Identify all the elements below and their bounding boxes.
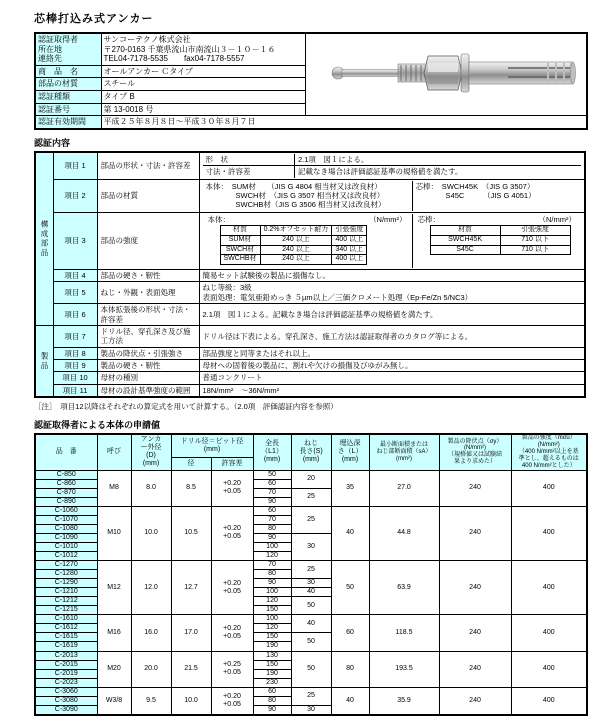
cell-part-number: C-890	[35, 497, 97, 506]
spec-row	[35, 615, 587, 624]
cert-row-4	[35, 270, 585, 282]
item-desc: 部品の形状・寸法・許容差	[97, 152, 199, 179]
item-content	[199, 212, 585, 269]
item-content: 18N/mm² ～36N/mm²	[199, 384, 585, 397]
item-content	[199, 152, 585, 179]
cell-size: M12	[97, 561, 131, 615]
header-code: 品 番	[35, 434, 97, 470]
cell-outer-diameter: 10.0	[131, 506, 171, 560]
cell-thread-length: 20	[291, 470, 331, 488]
cell-total-length: 100	[253, 542, 291, 551]
cell-total-length: 190	[253, 642, 291, 651]
item-label: 項目 8	[53, 347, 97, 359]
certification-contents-table	[34, 151, 586, 398]
item-desc: 製品の降伏点・引張強さ	[97, 347, 199, 359]
cell-total-length: 120	[253, 597, 291, 606]
header-outer-diameter: アンカ ー外径 (D) (mm)	[131, 434, 171, 470]
cell-total-length: 90	[253, 497, 291, 506]
cell-thread-length: 50	[291, 651, 331, 687]
cell-outer-diameter: 12.0	[131, 561, 171, 615]
info-label: 認証有効期間	[35, 116, 101, 129]
shape-label: 形 状	[203, 154, 295, 166]
cell-drill-tolerance: +0.25 +0.05	[211, 651, 253, 687]
item-label: 項目 7	[53, 325, 97, 347]
cell-drill-tolerance: +0.20 +0.05	[211, 687, 253, 715]
header-thread-length: ねじ 長さ(S) (mm)	[291, 434, 331, 470]
cert-section-heading: 認証内容	[34, 137, 71, 148]
cell-min-area: 27.0	[369, 470, 439, 506]
cell-total-length: 150	[253, 606, 291, 615]
cell-drill-diameter: 21.5	[171, 651, 211, 687]
col-header: 引張強度	[500, 226, 570, 236]
item-label: 項目 4	[53, 270, 97, 282]
cell-thread-length: 30	[291, 533, 331, 560]
item-desc: 部品の強度	[97, 212, 199, 269]
info-top-labels: 認証取得者 所在地 連絡先	[35, 33, 101, 65]
cell-strength: 400	[511, 470, 587, 506]
cert-row-8	[35, 347, 585, 359]
item-content: 簡易セット試験後の製品に損傷なし。	[199, 270, 585, 282]
cell-part-number: C-1070	[35, 515, 97, 524]
cell-part-number: C-1610	[35, 615, 97, 624]
cell-size: W3/8	[97, 687, 131, 715]
item-content: 普通コンクリート	[199, 372, 585, 384]
header-drill-diameter: 径	[171, 458, 211, 470]
spec-table-body	[35, 470, 587, 715]
cell-thread-length: 25	[291, 488, 331, 506]
body-strength-unit: （N/mm²）	[369, 214, 407, 224]
info-top-values: サンコーテクノ株式会社 〒270-0163 千葉県流山市南流山３－１０－１６ TEL04-7178-5535 fax04-7178-5557	[101, 33, 305, 65]
cell-part-number: C-1615	[35, 633, 97, 642]
item-label: 項目 2	[53, 179, 97, 212]
cell-thread-length: 50	[291, 633, 331, 651]
anchor-product-photo	[312, 43, 580, 103]
cert-row-5	[35, 282, 585, 304]
cert-row-11	[35, 384, 585, 397]
cell-part-number: C-1280	[35, 570, 97, 579]
item-label: 項目 11	[53, 384, 97, 397]
cell-drill-diameter: 12.7	[171, 561, 211, 615]
cell-total-length: 190	[253, 669, 291, 678]
cell: 340 以上	[332, 245, 367, 255]
header-yield-point: 製品の降伏点（σy） (N/mm²) （規格値又は試験結 果より求めた）	[439, 434, 511, 470]
item-label: 項目 1	[53, 152, 97, 179]
item-label: 項目 9	[53, 360, 97, 372]
cell-outer-diameter: 16.0	[131, 615, 171, 651]
cell-part-number: C-2013	[35, 651, 97, 660]
cert-row-6	[35, 304, 585, 326]
cell-yield-point: 240	[439, 506, 511, 560]
info-label: 部品の材質	[35, 78, 101, 91]
cell-total-length: 90	[253, 705, 291, 715]
page-title: 芯棒打込み式アンカー	[34, 13, 154, 25]
pin-strength-unit: （N/mm²）	[538, 214, 576, 224]
cell-part-number: C-2023	[35, 678, 97, 687]
body-strength-label: 本体：	[207, 214, 230, 224]
body-material-list: 本体： SUM材 （JIS G 4804 相当材又は改良材） SWCH材 （JIS G 3507 相当材又は改良材） SWCHB材（JIS G 3506 相当材又は改良材）	[205, 181, 386, 210]
info-value: スチール	[101, 78, 305, 91]
cell-thread-length: 25	[291, 687, 331, 705]
cell: SWCHB材	[220, 255, 260, 265]
cell-total-length: 70	[253, 515, 291, 524]
cell-strength: 400	[511, 651, 587, 687]
tolerance-value: 記載なき場合は評価認証基準の規格値を満たす。	[295, 166, 582, 178]
applied-values-table	[34, 433, 588, 716]
cell-total-length: 120	[253, 624, 291, 633]
cert-row-2	[35, 179, 585, 212]
cert-row-3	[35, 212, 585, 269]
item-desc: 本体拡張後の形状・寸法・許容差	[97, 304, 199, 326]
pin-strength-label: 芯棒：	[417, 214, 441, 224]
shape-dimension-grid	[203, 154, 582, 178]
cell-total-length: 60	[253, 479, 291, 488]
cell-part-number: C-1080	[35, 524, 97, 533]
pin-strength-block	[412, 214, 581, 268]
cell-embed-depth: 80	[331, 651, 369, 687]
header-min-area: 最小断面積または ねじ部断面積（sA） (mm²)	[369, 434, 439, 470]
cell-total-length: 70	[253, 488, 291, 497]
item-desc: 母材の設計基準強度の範囲	[97, 384, 199, 397]
col-header: 引張強度	[332, 226, 367, 236]
cell-strength: 400	[511, 687, 587, 715]
item-content: ねじ等級：3級 表面処理：電気亜鉛めっき ５µm以上／三価クロメート処理（Ep-Fe/Zn 5/NC3）	[199, 282, 585, 304]
cell-total-length: 150	[253, 660, 291, 669]
cell-part-number: C-860	[35, 479, 97, 488]
cell: 710 以下	[500, 235, 570, 245]
cell-size: M20	[97, 651, 131, 687]
item-desc: 母材の種別	[97, 372, 199, 384]
header-strength: 製品の強度（mσu） (N/mm²) （400 N/mm²以上を基 準とし、超えるものは 400 N/mm²とした）	[511, 434, 587, 470]
cell-embed-depth: 50	[331, 561, 369, 615]
col-header: 0.2%オフセット耐力	[260, 226, 332, 236]
cell: 240 以上	[260, 235, 332, 245]
cell-drill-diameter: 10.5	[171, 506, 211, 560]
item-content: 部品強度と同等またはそれ以上。	[199, 347, 585, 359]
info-label: 認証種類	[35, 90, 101, 103]
cell-part-number: C-1215	[35, 606, 97, 615]
cert-row-7	[35, 325, 585, 347]
col-header: 材質	[220, 226, 260, 236]
cell-yield-point: 240	[439, 615, 511, 651]
cell-total-length: 90	[253, 579, 291, 588]
cell-size: M10	[97, 506, 131, 560]
cell-drill-diameter: 17.0	[171, 615, 211, 651]
item-desc: ドリル径、穿孔深さ及び施工方法	[97, 325, 199, 347]
cell-part-number: C-3090	[35, 705, 97, 715]
spine-product: 製品	[35, 325, 53, 397]
item-desc: ねじ・外観・表面処理	[97, 282, 199, 304]
item-content: ドリル径は下表による。穿孔深さ、施工方法は認証取得者のカタログ等による。	[199, 325, 585, 347]
pin-strength-table	[430, 225, 571, 255]
cell-part-number: C-3080	[35, 696, 97, 705]
cert-row-1	[35, 152, 585, 179]
cell-size: M16	[97, 615, 131, 651]
cell-total-length: 120	[253, 552, 291, 561]
item-label: 項目 10	[53, 372, 97, 384]
info-value: 第 13-0018 号	[101, 103, 305, 116]
cell-thread-length: 40	[291, 588, 331, 597]
cell-part-number: C-1270	[35, 561, 97, 570]
product-photo-cell	[305, 33, 587, 116]
item-desc: 部品の材質	[97, 179, 199, 212]
spec-row	[35, 651, 587, 660]
item-desc: 部品の硬さ・靭性	[97, 270, 199, 282]
spec-row	[35, 506, 587, 515]
cell-part-number: C-2019	[35, 669, 97, 678]
cell-thread-length: 25	[291, 561, 331, 579]
cell-part-number: C-1012	[35, 552, 97, 561]
cell-total-length: 60	[253, 506, 291, 515]
info-label: 商 品 名	[35, 65, 101, 78]
cell-min-area: 63.9	[369, 561, 439, 615]
cell-embed-depth: 40	[331, 687, 369, 715]
cell-yield-point: 240	[439, 561, 511, 615]
cell-part-number: C-1290	[35, 579, 97, 588]
cell-part-number: C-2015	[35, 660, 97, 669]
cell-total-length: 80	[253, 696, 291, 705]
cell-yield-point: 240	[439, 651, 511, 687]
col-header: 材質	[430, 226, 500, 236]
cell-embed-depth: 60	[331, 615, 369, 651]
cell-part-number: C-1612	[35, 624, 97, 633]
cell-total-length: 90	[253, 533, 291, 542]
cell-min-area: 35.9	[369, 687, 439, 715]
cell-drill-tolerance: +0.20 +0.05	[211, 615, 253, 651]
cell-embed-depth: 35	[331, 470, 369, 506]
header-length: 全長 （L1） (mm)	[253, 434, 291, 470]
spec-row	[35, 561, 587, 570]
info-value: 平成２５年８月８日～平成３０年８月７日	[101, 116, 587, 129]
header-size: 呼び	[97, 434, 131, 470]
item-desc: 製品の硬さ・靭性	[97, 360, 199, 372]
cell-drill-diameter: 8.5	[171, 470, 211, 506]
cell-drill-diameter: 10.0	[171, 687, 211, 715]
header-embed-depth: 埋込深 さ（L） (mm)	[331, 434, 369, 470]
body-strength-block	[203, 214, 412, 268]
info-label: 認証番号	[35, 103, 101, 116]
item-label: 項目 3	[53, 212, 97, 269]
cell-yield-point: 240	[439, 687, 511, 715]
cell-part-number: C-1212	[35, 597, 97, 606]
cell: 240 以上	[260, 255, 332, 265]
cell-min-area: 44.8	[369, 506, 439, 560]
cell-embed-depth: 40	[331, 506, 369, 560]
cell-min-area: 193.5	[369, 651, 439, 687]
cell-part-number: C-1090	[35, 533, 97, 542]
shape-value: 2.1項 図１による。	[295, 154, 582, 166]
cell-total-length: 70	[253, 561, 291, 570]
cell-total-length: 150	[253, 633, 291, 642]
header-drill-group: ドリル径＝ビット径 (mm)	[171, 434, 253, 458]
item-label: 項目 6	[53, 304, 97, 326]
cell-outer-diameter: 9.5	[131, 687, 171, 715]
pin-material-list: 芯棒： SWCH45K （JIS G 3507） S45C （JIS G 4051）	[412, 181, 581, 211]
cell-total-length: 80	[253, 524, 291, 533]
cell-strength: 400	[511, 615, 587, 651]
item-content	[199, 179, 585, 212]
cell-thread-length: 30	[291, 579, 331, 588]
cell-part-number: C-1619	[35, 642, 97, 651]
cell: 400 以上	[332, 255, 367, 265]
cell: SWCH材	[220, 245, 260, 255]
cell-drill-tolerance: +0.20 +0.05	[211, 561, 253, 615]
cell-total-length: 230	[253, 678, 291, 687]
info-row	[35, 116, 587, 129]
spec-row	[35, 687, 587, 696]
cell-strength: 400	[511, 561, 587, 615]
cell: 240 以上	[260, 245, 332, 255]
body-strength-table	[220, 225, 368, 265]
cell-thread-length: 25	[291, 506, 331, 533]
note-text: ［注］ 項目12以降はそれぞれの算定式を用いて計算する。（2.0項 評価認証内容を参照）	[34, 402, 338, 412]
cell-outer-diameter: 20.0	[131, 651, 171, 687]
cell: 710 以下	[500, 245, 570, 255]
cell-total-length: 60	[253, 687, 291, 696]
spec-section-heading: 認証取得者による本体の申請値	[34, 420, 161, 431]
certification-info-table	[34, 32, 588, 130]
cell-thread-length: 50	[291, 597, 331, 615]
tolerance-label: 寸法・許容差	[203, 166, 295, 178]
cell-strength: 400	[511, 506, 587, 560]
cell-yield-point: 240	[439, 470, 511, 506]
cell-outer-diameter: 8.0	[131, 470, 171, 506]
cell-size: M8	[97, 470, 131, 506]
cell-min-area: 118.5	[369, 615, 439, 651]
cell-thread-length: 40	[291, 615, 331, 633]
cell: 400 以上	[332, 235, 367, 245]
cell-drill-tolerance: +0.20 +0.05	[211, 470, 253, 506]
cell-part-number: C-1060	[35, 506, 97, 515]
cell-total-length: 50	[253, 470, 291, 479]
cell-part-number: C-870	[35, 488, 97, 497]
cell: SWCH45K	[430, 235, 500, 245]
item-content: 母材への固着後の製品に、割れや欠けの損傷及びゆがみ無し。	[199, 360, 585, 372]
spine-component-parts: 構成部品	[35, 152, 53, 326]
spec-header-row	[35, 434, 587, 458]
cell-total-length: 100	[253, 615, 291, 624]
cell-total-length: 130	[253, 651, 291, 660]
spec-row	[35, 470, 587, 479]
info-value: オールアンカー Ｃタイプ	[101, 65, 305, 78]
cert-row-10	[35, 372, 585, 384]
cell-thread-length: 30	[291, 705, 331, 715]
info-value: タイプ B	[101, 90, 305, 103]
cell-part-number: C-3060	[35, 687, 97, 696]
cell: SUM材	[220, 235, 260, 245]
cell-part-number: C-850	[35, 470, 97, 479]
cell-part-number: C-1010	[35, 542, 97, 551]
info-row-top	[35, 33, 587, 65]
header-drill-tolerance: 許容差	[211, 458, 253, 470]
cell-total-length: 100	[253, 588, 291, 597]
cert-row-9	[35, 360, 585, 372]
cell-drill-tolerance: +0.20 +0.05	[211, 506, 253, 560]
cell-total-length: 80	[253, 570, 291, 579]
cell: S45C	[430, 245, 500, 255]
item-label: 項目 5	[53, 282, 97, 304]
item-content: 2.1項 図１による。記載なき場合は評価認証基準の規格値を満たす。	[199, 304, 585, 326]
cell-part-number: C-1210	[35, 588, 97, 597]
